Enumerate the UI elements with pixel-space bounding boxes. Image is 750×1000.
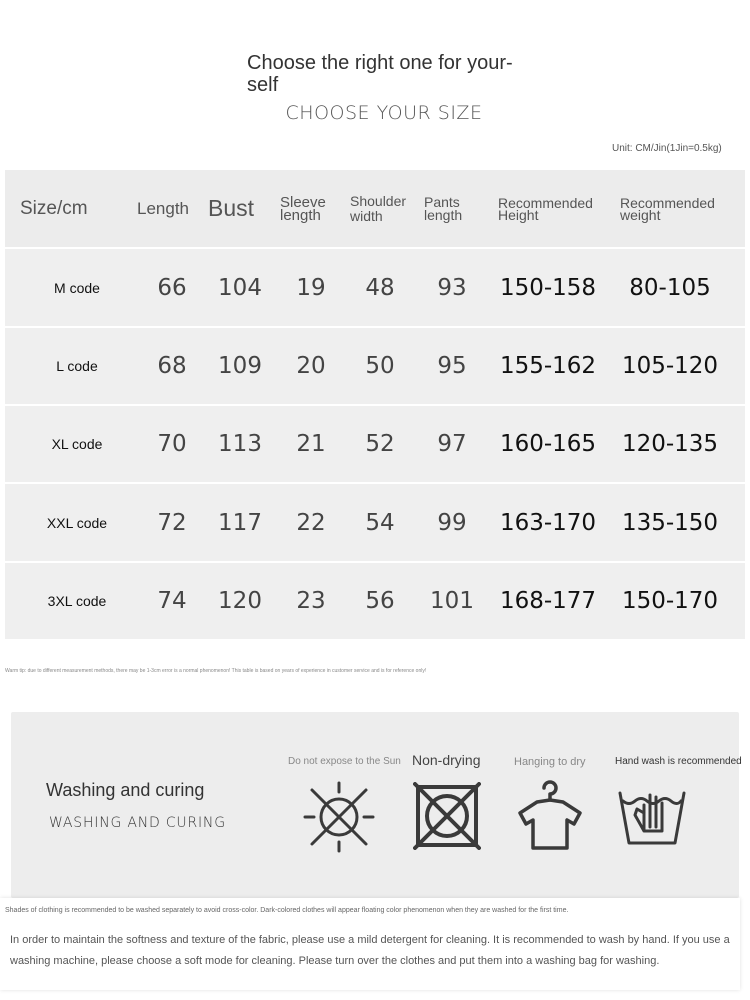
length-cell: 68 (157, 353, 187, 379)
weight-cell: 135-150 (621, 509, 719, 536)
no-dry-label: Non-drying (412, 752, 481, 768)
weight-cell: 80-105 (629, 274, 711, 301)
hand-wash-icon (617, 783, 687, 849)
size-cell: M code (54, 279, 100, 296)
shoulder-cell: 56 (365, 588, 395, 614)
height-cell: 150-158 (499, 274, 597, 301)
size-cell: XXL code (46, 514, 108, 531)
page-subtitle: CHOOSE YOUR SIZE (285, 102, 483, 124)
header-sleeve: Sleeve length (280, 193, 326, 224)
height-cell: 160-165 (499, 431, 597, 457)
sleeve-cell: 20 (296, 353, 326, 379)
sleeve-cell: 19 (296, 274, 326, 301)
page-title: Choose the right one for your-self (247, 52, 513, 96)
pants-cell: 95 (437, 353, 467, 379)
bust-cell: 109 (218, 353, 262, 379)
pants-cell: 97 (437, 431, 467, 457)
weight-cell: 120-135 (621, 431, 719, 457)
no-tumble-dry-icon (413, 782, 481, 850)
table-row (5, 563, 745, 639)
pants-cell: 101 (430, 588, 474, 614)
table-row (5, 484, 745, 561)
washing-subtitle: WASHING AND CURING (49, 815, 226, 831)
washing-title: Washing and curing (46, 780, 205, 800)
shoulder-cell: 54 (365, 509, 395, 536)
height-cell: 168-177 (499, 588, 597, 614)
header-bust: Bust (208, 195, 255, 221)
height-cell: 163-170 (499, 509, 597, 536)
bust-cell: 117 (218, 509, 262, 536)
header-size: Size/cm (20, 197, 88, 219)
header-pants: Pants length (424, 193, 463, 223)
shoulder-cell: 52 (365, 431, 395, 457)
length-cell: 72 (157, 509, 187, 536)
bust-cell: 120 (218, 588, 262, 614)
no-sun-label: Do not expose to the Sun (288, 756, 401, 767)
pants-cell: 99 (437, 509, 467, 536)
size-cell: L code (56, 358, 98, 374)
hang-dry-icon (517, 780, 583, 852)
table-row (5, 249, 745, 326)
length-cell: 66 (157, 274, 187, 301)
sleeve-cell: 23 (296, 588, 326, 614)
length-cell: 74 (157, 588, 187, 614)
table-header-row (5, 170, 745, 247)
shoulder-cell: 48 (365, 274, 395, 301)
bust-cell: 104 (218, 274, 262, 301)
shoulder-cell: 50 (365, 353, 395, 379)
color-wash-note: Shades of clothing is recommended to be washed separately to avoid cross-color. Dark-colored clothes will appear floating color phenomenon when they are washed for the first time. (5, 907, 569, 914)
hand-wash-label: Hand wash is recommended (615, 756, 742, 767)
warm-tip: Warm tip: due to different measurement methods, there may be 1-3cm error is a normal phenomenon! This table is based on years of experience in customer service and is for reference only! (5, 668, 427, 674)
size-cell: 3XL code (47, 593, 107, 609)
washing-instructions: In order to maintain the softness and texture of the fabric, please use a mild detergent for cleaning. It is recommended to wash by hand. If you use a washing machine, please choose a soft mode for cleaning. Please turn over the clothes and put them into a washing bag for washing. (10, 934, 730, 967)
table-row (5, 328, 745, 404)
height-cell: 155-162 (499, 353, 597, 379)
length-cell: 70 (157, 431, 187, 457)
bust-cell: 113 (218, 431, 262, 457)
hang-dry-label: Hanging to dry (514, 756, 586, 768)
weight-cell: 105-120 (621, 353, 719, 379)
sleeve-cell: 21 (296, 431, 326, 457)
no-sun-icon (302, 780, 376, 854)
header-recommended-height: Recommended Height (498, 194, 593, 223)
weight-cell: 150-170 (621, 588, 719, 614)
size-cell: XL code (51, 436, 103, 452)
header-length: Length (137, 198, 189, 218)
header-recommended-weight: Recommended weight (620, 194, 715, 223)
sleeve-cell: 22 (296, 509, 326, 536)
header-shoulder: Shoulder width (350, 192, 407, 224)
unit-note: Unit: CM/Jin(1Jin=0.5kg) (612, 143, 722, 154)
pants-cell: 93 (437, 274, 467, 301)
table-row (5, 406, 745, 482)
